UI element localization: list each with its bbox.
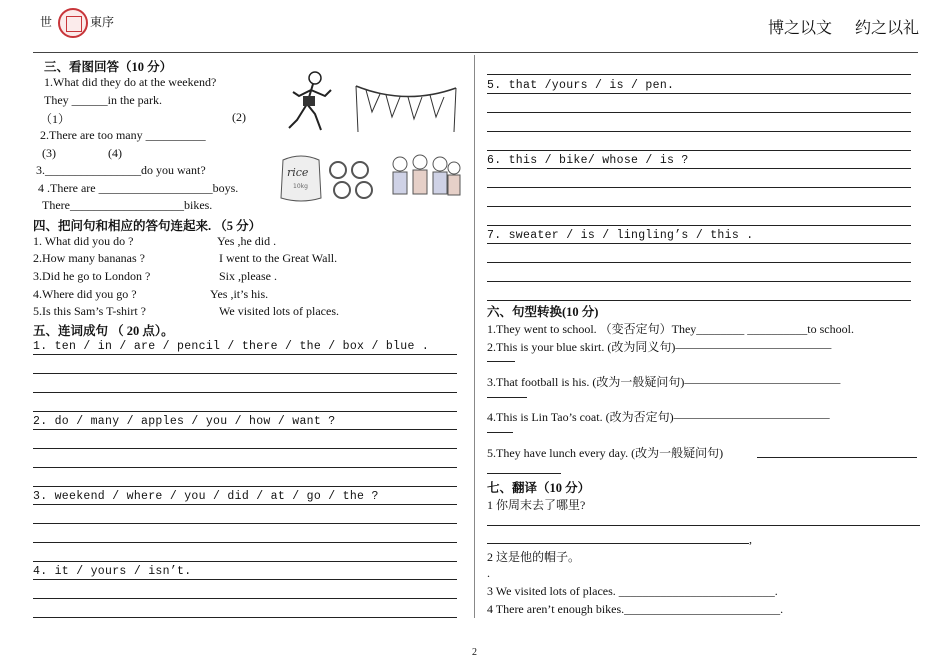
flags-banner-picture: [352, 82, 460, 134]
answer-line: [487, 225, 911, 226]
svg-text:10kg: 10kg: [293, 183, 308, 190]
s6-item5: 5.They have lunch every day. (改为一般疑问句): [487, 446, 724, 460]
answer-line: [33, 504, 457, 505]
motto-1: 博之以文: [768, 18, 833, 37]
s6-item1: 1.They went to school. （变否定句）They________ __________to school.: [487, 322, 854, 336]
answer-line: [487, 74, 911, 75]
bikes-picture: [326, 152, 376, 204]
answer-line: [487, 150, 911, 151]
page-number: 2: [472, 647, 477, 658]
header-rule: [33, 52, 918, 53]
answer-line: [487, 168, 911, 169]
answer-line: [487, 131, 911, 132]
answer-line: [33, 542, 457, 543]
column-divider: [474, 55, 475, 618]
answer-line: [487, 525, 920, 526]
answer-line: [33, 373, 457, 374]
answer-line: [487, 187, 911, 188]
s3-q1: 1.What did they do at the weekend?: [44, 75, 217, 89]
answer-line: [33, 448, 457, 449]
s6-item2: 2.This is your blue skirt. (改为同义句)—————————————: [487, 340, 832, 354]
brand-text-left: 世: [40, 15, 53, 29]
section5-title: 五、连词成句 （ 20 点）。: [33, 324, 174, 338]
answer-line: [487, 281, 911, 282]
s7-q2-dot: .: [487, 566, 490, 580]
s4-a4: Yes ,it’s his.: [210, 287, 269, 301]
answer-line: [33, 598, 457, 599]
s7-q3: 3 We visited lots of places. __________________________.: [487, 584, 778, 598]
s4-a2: I went to the Great Wall.: [219, 251, 338, 265]
s3-pic4-label: (4): [108, 146, 122, 160]
s3-pic1-label: （1）: [40, 112, 71, 126]
s3-pic3-label: (3): [42, 146, 56, 160]
s6-item4: 4.This is Lin Tao’s coat. (改为否定句)—————————————: [487, 410, 830, 424]
motto-2: 约之以礼: [855, 18, 920, 37]
s4-a5: We visited lots of places.: [219, 304, 340, 318]
s4-q1: 1. What did you do ?: [33, 234, 134, 248]
section4-title: 四、把问句和相应的答句连起来. （5 分）: [33, 219, 262, 233]
answer-line: [487, 361, 515, 362]
svg-text:rice: rice: [287, 166, 309, 179]
s4-q2: 2.How many bananas ?: [33, 251, 145, 265]
s3-q4: 4 .There are ___________________boys.: [38, 181, 239, 195]
s7-q1-comma: ,: [749, 532, 752, 546]
s3-q3: 3.________________do you want?: [36, 163, 206, 177]
answer-line: [33, 617, 457, 618]
s3-q2: 2.There are too many __________: [40, 128, 206, 142]
answer-line: [33, 467, 457, 468]
answer-line: [487, 262, 911, 263]
answer-line: [487, 300, 911, 301]
s3-q4b: There___________________bikes.: [42, 198, 213, 212]
answer-line: [487, 243, 911, 244]
s3-q1-answer: They ______in the park.: [44, 93, 162, 107]
running-boy-picture: [285, 70, 337, 140]
s5-item6: 6. this / bike/ whose / is ?: [487, 154, 689, 167]
section3-title: 三、看图回答（10 分）: [44, 60, 173, 74]
answer-line: [757, 457, 917, 458]
s4-q5: 5.Is this Sam’s T-shirt ?: [33, 304, 147, 318]
s4-q3: 3.Did he go to London ?: [33, 269, 151, 283]
s5-item3: 3. weekend / where / you / did / at / go / the ?: [33, 490, 379, 503]
answer-line: [33, 411, 457, 412]
s4-a3: Six ,please .: [219, 269, 277, 283]
s4-a1: Yes ,he did .: [217, 234, 277, 248]
answer-line: [487, 432, 513, 433]
answer-line: [33, 561, 457, 562]
s7-q1: 1 你周末去了哪里?: [487, 498, 586, 512]
answer-line: [33, 429, 457, 430]
answer-line: [33, 486, 457, 487]
answer-line: [33, 579, 457, 580]
answer-line: [33, 523, 457, 524]
answer-line: [487, 112, 911, 113]
seal-logo-icon: [58, 8, 88, 38]
answer-line: [487, 543, 749, 544]
s5-item2: 2. do / many / apples / you / how / want ?: [33, 415, 336, 428]
answer-line: [487, 206, 911, 207]
brand-text-right: 東序: [90, 15, 115, 29]
answer-line: [33, 354, 457, 355]
answer-line: [487, 473, 561, 474]
s5-item7: 7. sweater / is / lingling’s / this .: [487, 229, 754, 242]
s3-pic2-label: (2): [232, 110, 246, 124]
children-picture: [388, 152, 464, 206]
answer-line: [487, 93, 911, 94]
s5-item5: 5. that /yours / is / pen.: [487, 79, 675, 92]
section6-title: 六、句型转换(10 分): [487, 305, 599, 319]
s5-item4: 4. it / yours / isn’t.: [33, 565, 192, 578]
s6-item3: 3.That football is his. (改为一般疑问句)—————————————: [487, 375, 841, 389]
answer-line: [33, 392, 457, 393]
answer-line: [487, 397, 527, 398]
s7-q2: 2 这是他的帽子。: [487, 550, 581, 564]
s7-q4: 4 There aren’t enough bikes.__________________________.: [487, 602, 784, 616]
s5-item1: 1. ten / in / are / pencil / there / the / box / blue .: [33, 340, 430, 353]
section7-title: 七、翻译（10 分）: [487, 481, 591, 495]
rice-sack-picture: [277, 152, 325, 204]
s4-q4: 4.Where did you go ?: [33, 287, 137, 301]
